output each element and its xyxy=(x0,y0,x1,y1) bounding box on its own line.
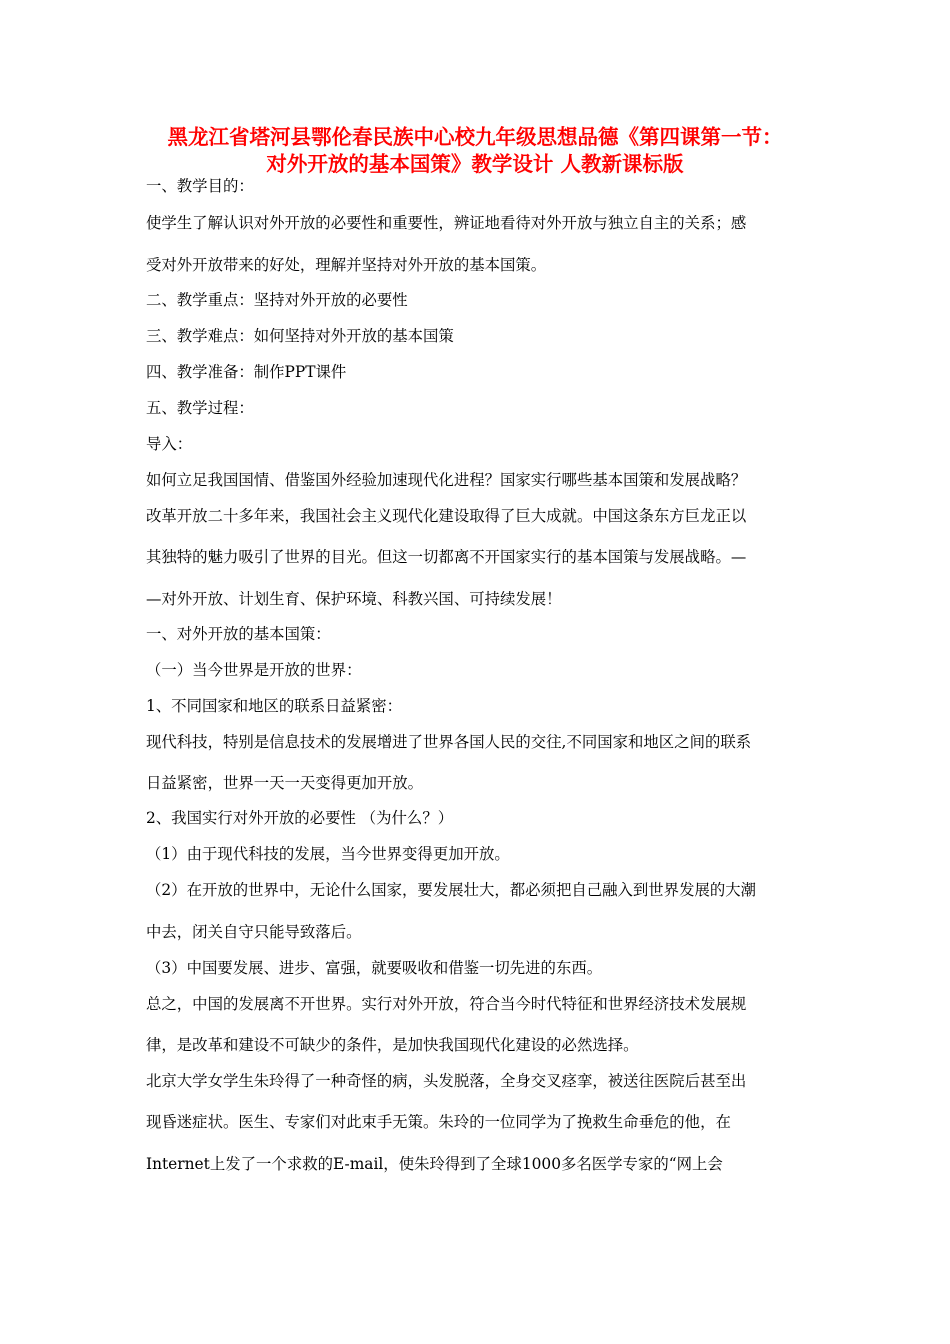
section-heading-opening-policy: 一、对外开放的基本国策： xyxy=(146,625,331,643)
paragraph-line: 总之，中国的发展离不开世界。实行对外开放，符合当今时代特征和世界经济技术发展规 xyxy=(146,995,747,1013)
paragraph-line: 现代科技，特别是信息技术的发展增进了世界各国人民的交往,不同国家和地区之间的联系 xyxy=(146,733,752,751)
paragraph-line: —对外开放、计划生育、保护环境、科教兴国、可持续发展！ xyxy=(146,590,562,608)
list-item: （1）由于现代科技的发展，当今世界变得更加开放。 xyxy=(146,845,510,863)
paragraph-line: 现昏迷症状。医生、专家们对此束手无策。朱玲的一位同学为了挽救生命垂危的他，在 xyxy=(146,1113,731,1131)
section-heading-difficulty: 三、教学难点：如何坚持对外开放的基本国策 xyxy=(146,327,454,345)
paragraph-line: 如何立足我国国情、借鉴国外经验加速现代化进程？国家实行哪些基本国策和发展战略？ xyxy=(146,471,747,489)
paragraph-line: 北京大学女学生朱玲得了一种奇怪的病，头发脱落，全身交叉痉挛，被送往医院后甚至出 xyxy=(146,1072,747,1090)
paragraph-line: 使学生了解认识对外开放的必要性和重要性，辨证地看待对外开放与独立自主的关系；感 xyxy=(146,214,747,232)
subheading-connections: 1、不同国家和地区的联系日益紧密： xyxy=(146,697,403,715)
list-item: （2）在开放的世界中，无论什么国家，要发展壮大，都必须把自己融入到世界发展的大潮 xyxy=(146,881,757,899)
document-title-line-1: 黑龙江省塔河县鄂伦春民族中心校九年级思想品德《第四课第一节： xyxy=(167,125,783,149)
section-heading-objectives: 一、教学目的： xyxy=(146,177,254,195)
paragraph-line: Internet上发了一个求救的E-mail，使朱玲得到了全球1000多名医学专家的“网上会 xyxy=(146,1155,723,1173)
paragraph-line: 其独特的魅力吸引了世界的目光。但这一切都离不开国家实行的基本国策与发展战略。— xyxy=(146,548,747,566)
subheading-open-world: （一）当今世界是开放的世界： xyxy=(146,661,362,679)
document-title-line-2: 对外开放的基本国策》教学设计 人教新课标版 xyxy=(266,152,684,176)
paragraph-line: 改革开放二十多年来，我国社会主义现代化建设取得了巨大成就。中国这条东方巨龙正以 xyxy=(146,507,747,525)
list-item-continuation: 中去，闭关自守只能导致落后。 xyxy=(146,923,362,941)
section-heading-key-point: 二、教学重点：坚持对外开放的必要性 xyxy=(146,291,408,309)
section-heading-process: 五、教学过程： xyxy=(146,399,254,417)
section-heading-preparation: 四、教学准备：制作PPT课件 xyxy=(146,363,347,381)
subheading-necessity: 2、我国实行对外开放的必要性 （为什么？） xyxy=(146,809,454,827)
subheading-introduction: 导入： xyxy=(146,435,193,453)
paragraph-line: 受对外开放带来的好处，理解并坚持对外开放的基本国策。 xyxy=(146,256,547,274)
paragraph-line: 律，是改革和建设不可缺少的条件，是加快我国现代化建设的必然选择。 xyxy=(146,1036,639,1054)
paragraph-line: 日益紧密，世界一天一天变得更加开放。 xyxy=(146,774,424,792)
list-item: （3）中国要发展、进步、富强，就要吸收和借鉴一切先进的东西。 xyxy=(146,959,603,977)
